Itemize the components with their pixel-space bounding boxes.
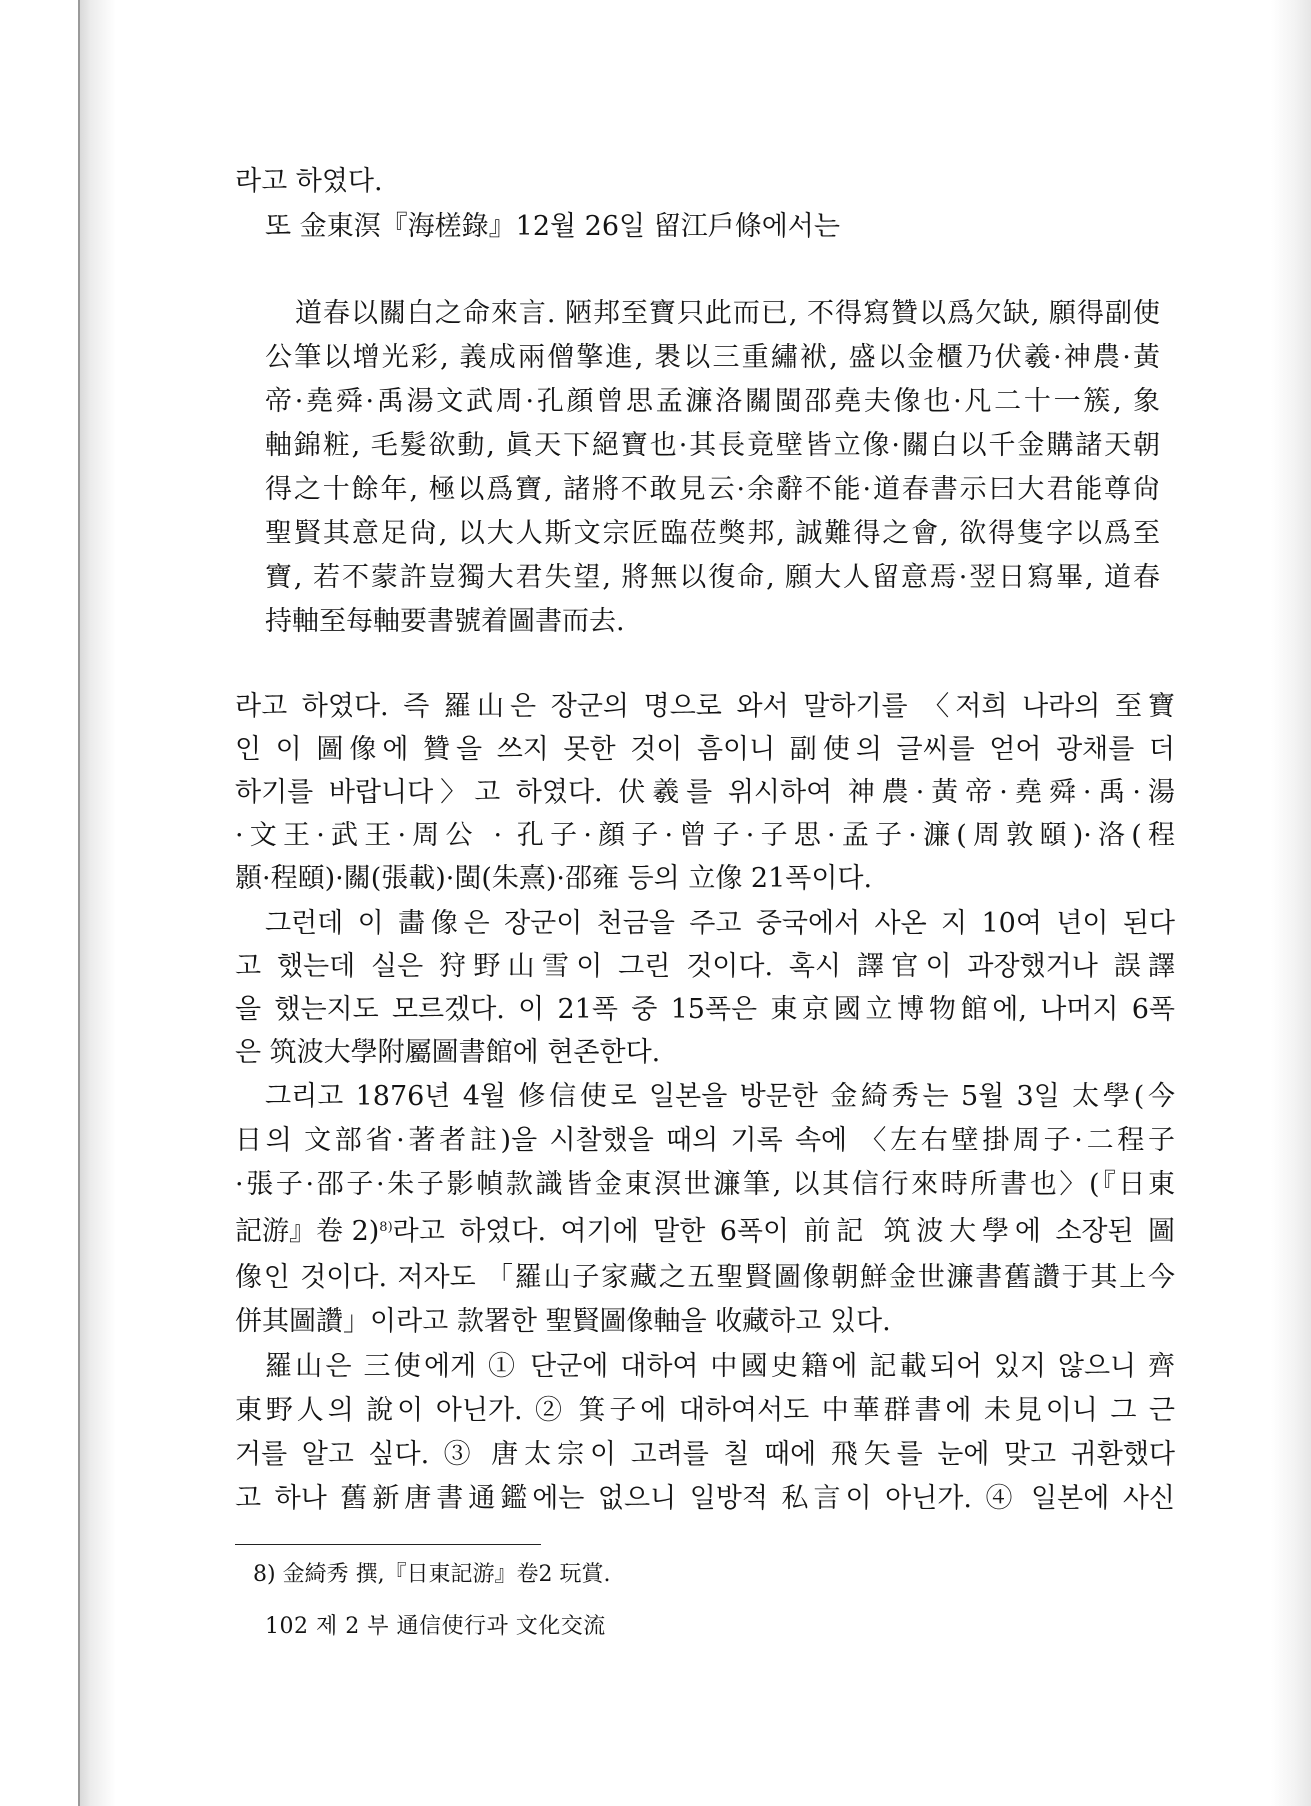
quote-line: 帝·堯舜·禹湯文武周·孔顔曾思孟濂洛關閩邵堯夫像也·凡二十一簇, 象	[265, 386, 1160, 417]
quote-line: 道春以關白之命來言. 陋邦至寶只此而已, 不得寫贊以爲欠缺, 願得副使	[295, 298, 1160, 329]
text-line: 像인 것이다. 저자도 「羅山子家藏之五聖賢圖像朝鮮金世濂書舊讚于其上今	[235, 1262, 1175, 1293]
footnote-divider	[235, 1544, 541, 1545]
text-line: 또 金東溟『海槎錄』12월 26일 留江戶條에서는	[265, 211, 840, 242]
text-line: 고 하나 舊新唐書通鑑에는 없으니 일방적 私言이 아닌가. ④ 일본에 사신	[235, 1483, 1175, 1514]
text-line: 그런데 이 畵像은 장군이 천금을 주고 중국에서 사온 지 10여 년이 된다	[265, 908, 1175, 939]
text-line: 은 筑波大學附屬圖書館에 현존한다.	[235, 1037, 661, 1068]
text-line: 羅山은 三使에게 ① 단군에 대하여 中國史籍에 記載되어 있지 않으니 齊	[265, 1351, 1175, 1382]
text-line: 라고 하였다.	[235, 166, 383, 197]
text-line: 日의 文部省·著者註)을 시찰했을 때의 기록 속에 〈左右壁掛周子·二程子	[235, 1125, 1175, 1156]
quote-line: 寶, 若不蒙許豈獨大君失望, 將無以復命, 願大人留意焉·翌日寫畢, 道春	[265, 562, 1160, 593]
quote-line: 公筆以增光彩, 義成兩僧擎進, 褁以三重繡袱, 盛以金櫃乃伏羲·神農·黃	[265, 342, 1160, 373]
quote-line: 持軸至每軸要書號着圖書而去.	[265, 606, 625, 637]
text-line: 顥·程頤)·關(張載)·閩(朱熹)·邵雍 등의 立像 21폭이다.	[235, 863, 873, 894]
text-line: ·張子·邵子·朱子影幀款識皆金東溟世濂筆, 以其信行來時所書也〉(『日東	[235, 1169, 1175, 1200]
page-right-edge	[1271, 0, 1311, 1806]
citation-continuation: 라고 하였다. 여기에 말한 6폭이 前記 筑波大學에 소장된 圖	[392, 1216, 1175, 1247]
text-line	[235, 1215, 1175, 1249]
text-line: ·文王·武王·周公 · 孔子·顔子·曾子·子思·孟子·濂(周敦頤)·洛(程	[235, 820, 1175, 851]
text-line: 인 이 圖像에 贊을 쓰지 못한 것이 흠이니 副使의 글씨를 얻어 광채를 더	[235, 734, 1175, 765]
text-line: 라고 하였다. 즉 羅山은 장군의 명으로 와서 말하기를 〈저희 나라의 至寶	[235, 691, 1175, 722]
text-line: 을 했는지도 모르겠다. 이 21폭 중 15폭은 東京國立博物館에, 나머지 6폭	[235, 994, 1175, 1025]
running-footer: 102 제 2 부 通信使行과 文化交流	[265, 1614, 606, 1639]
page-fold-shadow	[78, 0, 116, 1806]
citation-text: 記游』卷 2)	[235, 1216, 380, 1247]
text-line: 고 했는데 실은 狩野山雪이 그린 것이다. 혹시 譯官이 과장했거나 誤譯	[235, 951, 1175, 982]
footnote-ref: 8)	[379, 1220, 393, 1235]
quote-line: 得之十餘年, 極以爲寶, 諸將不敢見云·余辭不能·道春書示曰大君能尊尙	[265, 474, 1160, 505]
text-line: 하기를 바랍니다〉고 하였다. 伏羲를 위시하여 神農·黃帝·堯舜·禹·湯	[235, 777, 1175, 808]
text-line: 거를 알고 싶다. ③ 唐太宗이 고려를 칠 때에 飛矢를 눈에 맞고 귀환했다	[235, 1439, 1175, 1470]
footnote: 8) 金綺秀 撰,『日東記游』卷2 玩賞.	[253, 1562, 611, 1587]
quote-line: 聖賢其意足尙, 以大人斯文宗匠臨莅獘邦, 誠難得之會, 欲得隻字以爲至	[265, 518, 1160, 549]
text-line: 그리고 1876년 4월 修信使로 일본을 방문한 金綺秀는 5월 3일 太學(今	[265, 1081, 1175, 1112]
text-line: 東野人의 說이 아닌가. ② 箕子에 대하여서도 中華群書에 未見이니 그 근	[235, 1395, 1175, 1426]
quote-line: 軸錦粧, 毛髮欲動, 眞天下絕寶也·其長竟壁皆立像·關白以千金購諸天朝	[265, 430, 1160, 461]
text-line: 併其圖讚」이라고 款署한 聖賢圖像軸을 收藏하고 있다.	[235, 1306, 891, 1337]
